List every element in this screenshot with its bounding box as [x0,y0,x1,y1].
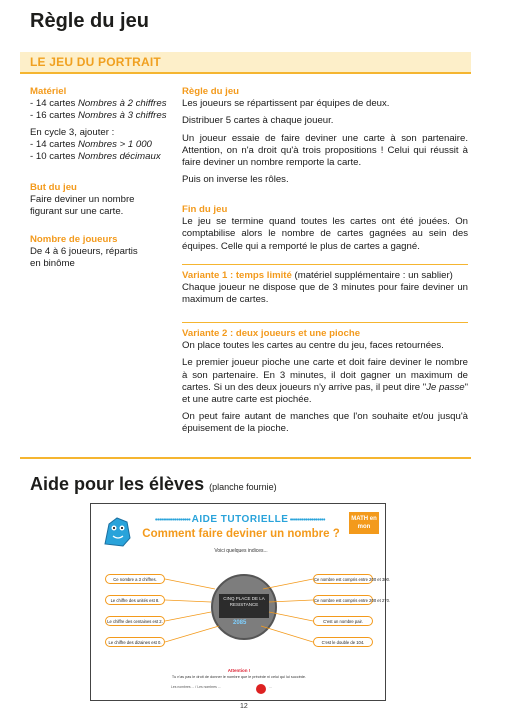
poster-footnote: Les nombres ... / Les nombres ... [171,685,221,689]
clue-left: Le chiffre des unités est 8. [105,595,165,605]
materiel-line: - 16 cartes Nombres à 3 chiffres [30,110,167,122]
but-text: Faire deviner un nombre figurant sur une carte. [30,194,135,218]
clue-right: C'est un nombre pair. [313,616,373,626]
variante2-paragraph: Le premier joueur pioche une carte et doit faire deviner le nombre à son partenaire. En 3 minutes, il doit gagner un maximum de cartes. Si un des deux joueurs n'y arrive pas, il peut dire "Je passe" et une autre carte est piochée. [182,357,468,406]
regle-paragraph: Puis on inverse les rôles. [182,174,289,186]
clue-right: Ce nombre est compris entre 200 et 300. [313,574,373,584]
clue-left: Le chiffre des dizaines est 0. [105,637,165,647]
divider [182,322,468,323]
variante2-paragraph: On place toutes les cartes au centre du jeu, faces retournées. [182,340,444,352]
publisher-logo-icon [256,684,266,694]
variante1-heading: Variante 1 : temps limité [182,270,292,281]
poster-hint: Voici quelques indices... [214,548,268,554]
divider [182,264,468,265]
materiel-heading: Matériel [30,86,67,97]
fin-heading: Fin du jeu [182,204,228,215]
joueurs-text: De 4 à 6 joueurs, répartis en binôme [30,246,138,270]
clue-right: Ce nombre est compris entre 200 et 270. [313,595,373,605]
poster-subtitle: Comment faire deviner un nombre ? [142,528,340,540]
variante1-block [182,270,468,307]
section-bottom-rule [20,457,471,459]
but-block [30,182,142,219]
cycle3-line: - 14 cartes Nombres > 1 000 [30,138,152,150]
materiel-block [30,86,180,163]
regle-paragraph: Un joueur essaie de faire deviner une carte à son partenaire. Attention, on n'a droit qu'à trois propositions ! Celui qui réussit à faire deviner un nombre remporte la carte. [182,132,468,169]
attention-heading: Attention ! [227,668,251,673]
page-title: Règle du jeu [30,10,149,32]
variante2-block [182,328,468,436]
poster-badge: MATH en mon [349,512,379,534]
regle-paragraph: Distribuer 5 cartes à chaque joueur. [182,115,334,127]
but-heading: But du jeu [30,182,77,193]
fin-paragraph: Le jeu se termine quand toutes les cartes ont été jouées. On comptabilise alors le nombre de cartes gagnées au sein des équipes. Celle qui a remporté le plus de cartes a gagné. [182,216,468,252]
regle-paragraph: Les joueurs se répartissent par équipes de deux. [182,98,390,110]
regle-block [182,86,468,186]
materiel-line: - 14 cartes Nombres à 2 chiffres [30,98,167,110]
photo-sign: CINQ PLACE DE LA RESISTANCE [219,594,269,618]
poster-image [90,503,391,701]
cycle3-line: - 10 cartes Nombres décimaux [30,151,161,163]
attention-text: Tu n'as pas le droit de donner le nombre que le précède ni celui qui lui succède. [171,675,307,679]
variante1-paragraph: Chaque joueur ne dispose que de 3 minutes pour faire deviner un maximum de cartes. [182,282,468,306]
publisher-text: ... [269,685,272,689]
fin-block [182,204,468,253]
photo-number: 2085 [233,620,247,626]
variante2-heading: Variante 2 : deux joueurs et une pioche [182,328,361,339]
aide-note: (planche fournie) [209,482,277,492]
clue-left: Le chiffre des centaines est 2. [105,616,165,626]
variante1-extra: (matériel supplémentaire : un sablier) [291,270,453,281]
cycle3-label: En cycle 3, ajouter : [30,126,115,138]
variante2-paragraph: On peut faire autant de manches que l'on souhaite et/ou jusqu'à épuisement de la pioche. [182,411,468,435]
joueurs-block [30,234,142,271]
section-title: LE JEU DU PORTRAIT [30,55,161,69]
clue-left: Ce nombre a 3 chiffres. [105,574,165,584]
clue-right: C'est le double de 104. [313,637,373,647]
regle-heading: Règle du jeu [182,86,240,97]
aide-title: Aide pour les élèves (planche fournie) [30,474,277,494]
page-number: 12 [240,703,248,710]
joueurs-heading: Nombre de joueurs [30,234,118,245]
poster-title: •••••••••••••••••• AIDE TUTORIELLE •••••••••••••••••• [155,514,325,525]
